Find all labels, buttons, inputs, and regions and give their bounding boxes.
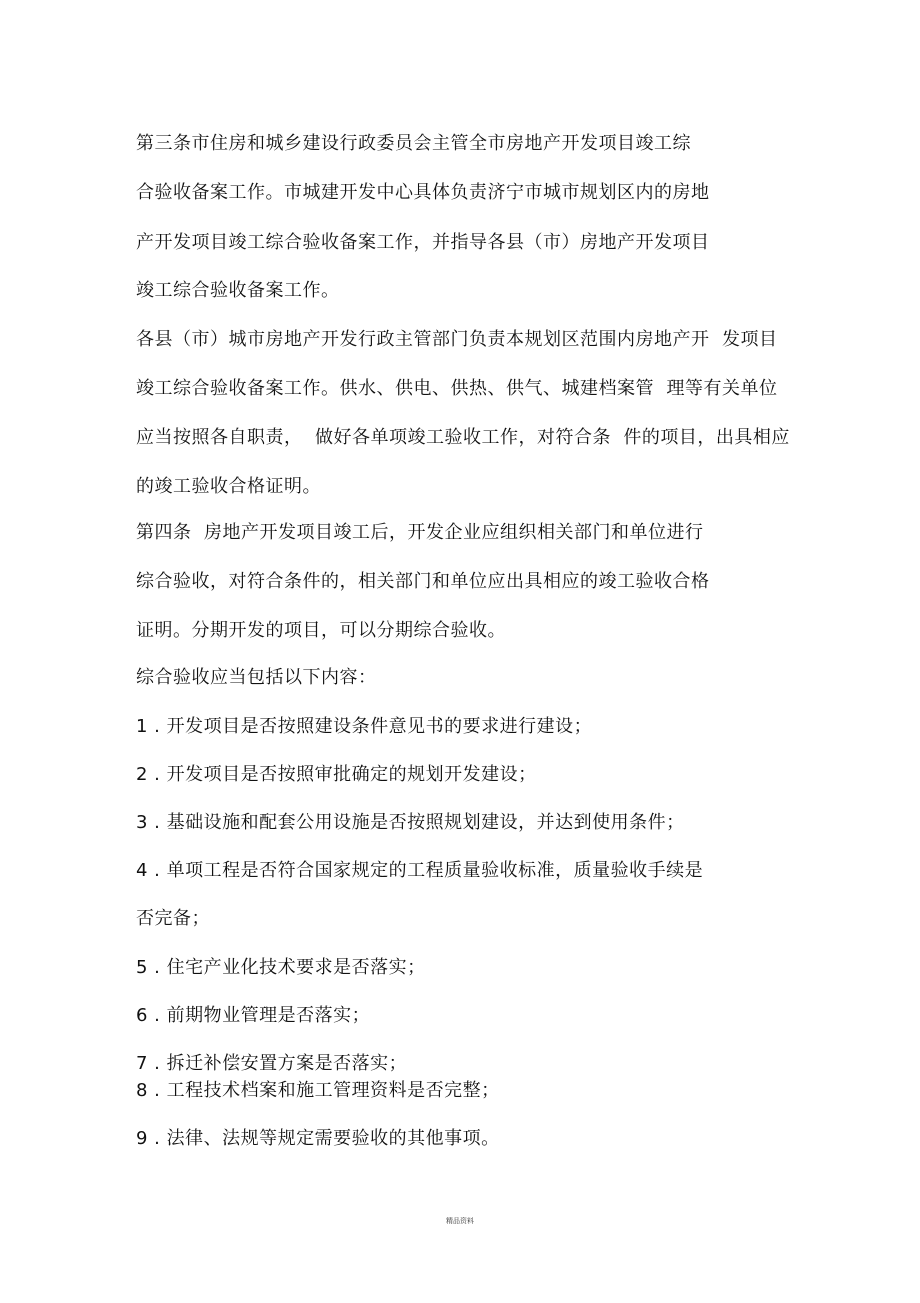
- list-item: 2 . 开发项目是否按照审批确定的规划开发建设；: [136, 764, 537, 785]
- list-item: 8 . 工程技术档案和施工管理资料是否完整；: [136, 1080, 500, 1101]
- list-item: 6 . 前期物业管理是否落实；: [136, 1005, 371, 1026]
- text-line: 产开发项目竣工综合验收备案工作，并指导各县（市）房地产开发项目: [136, 232, 710, 253]
- list-item: 5 . 住宅产业化技术要求是否落实；: [136, 957, 426, 978]
- text-line: 合验收备案工作。市城建开发中心具体负责济宁市城市规划区内的房地: [136, 182, 710, 203]
- text-line: 证明。分期开发的项目，可以分期综合验收。: [136, 620, 506, 641]
- list-item-continuation: 否完备；: [136, 908, 210, 929]
- text-line: 竣工综合验收备案工作。供水、供电、供热、供气、城建档案管 理等有关单位: [136, 378, 778, 399]
- text-line: 应当按照各自职责， 做好各单项竣工验收工作，对符合条 件的项目，出具相应: [136, 427, 790, 448]
- text-line: 综合验收，对符合条件的，相关部门和单位应出具相应的竣工验收合格: [136, 571, 710, 592]
- page-footer: 精品资料: [446, 1217, 474, 1225]
- text-line: 综合验收应当包括以下内容：: [136, 667, 377, 688]
- text-line: 的竣工验收合格证明。: [136, 476, 321, 497]
- text-line: 第四条 房地产开发项目竣工后，开发企业应组织相关部门和单位进行: [136, 522, 704, 543]
- list-item: 9 . 法律、法规等规定需要验收的其他事项。: [136, 1128, 500, 1149]
- list-item: 7 . 拆迁补偿安置方案是否落实；: [136, 1053, 408, 1074]
- text-line: 竣工综合验收备案工作。: [136, 280, 340, 301]
- list-item: 3 . 基础设施和配套公用设施是否按照规划建设，并达到使用条件；: [136, 812, 685, 833]
- list-item: 1 . 开发项目是否按照建设条件意见书的要求进行建设；: [136, 716, 593, 737]
- text-line: 第三条市住房和城乡建设行政委员会主管全市房地产开发项目竣工综: [136, 133, 691, 154]
- text-line: 各县（市）城市房地产开发行政主管部门负责本规划区范围内房地产开 发项目: [136, 329, 778, 350]
- list-item: 4 . 单项工程是否符合国家规定的工程质量验收标准，质量验收手续是: [136, 860, 704, 881]
